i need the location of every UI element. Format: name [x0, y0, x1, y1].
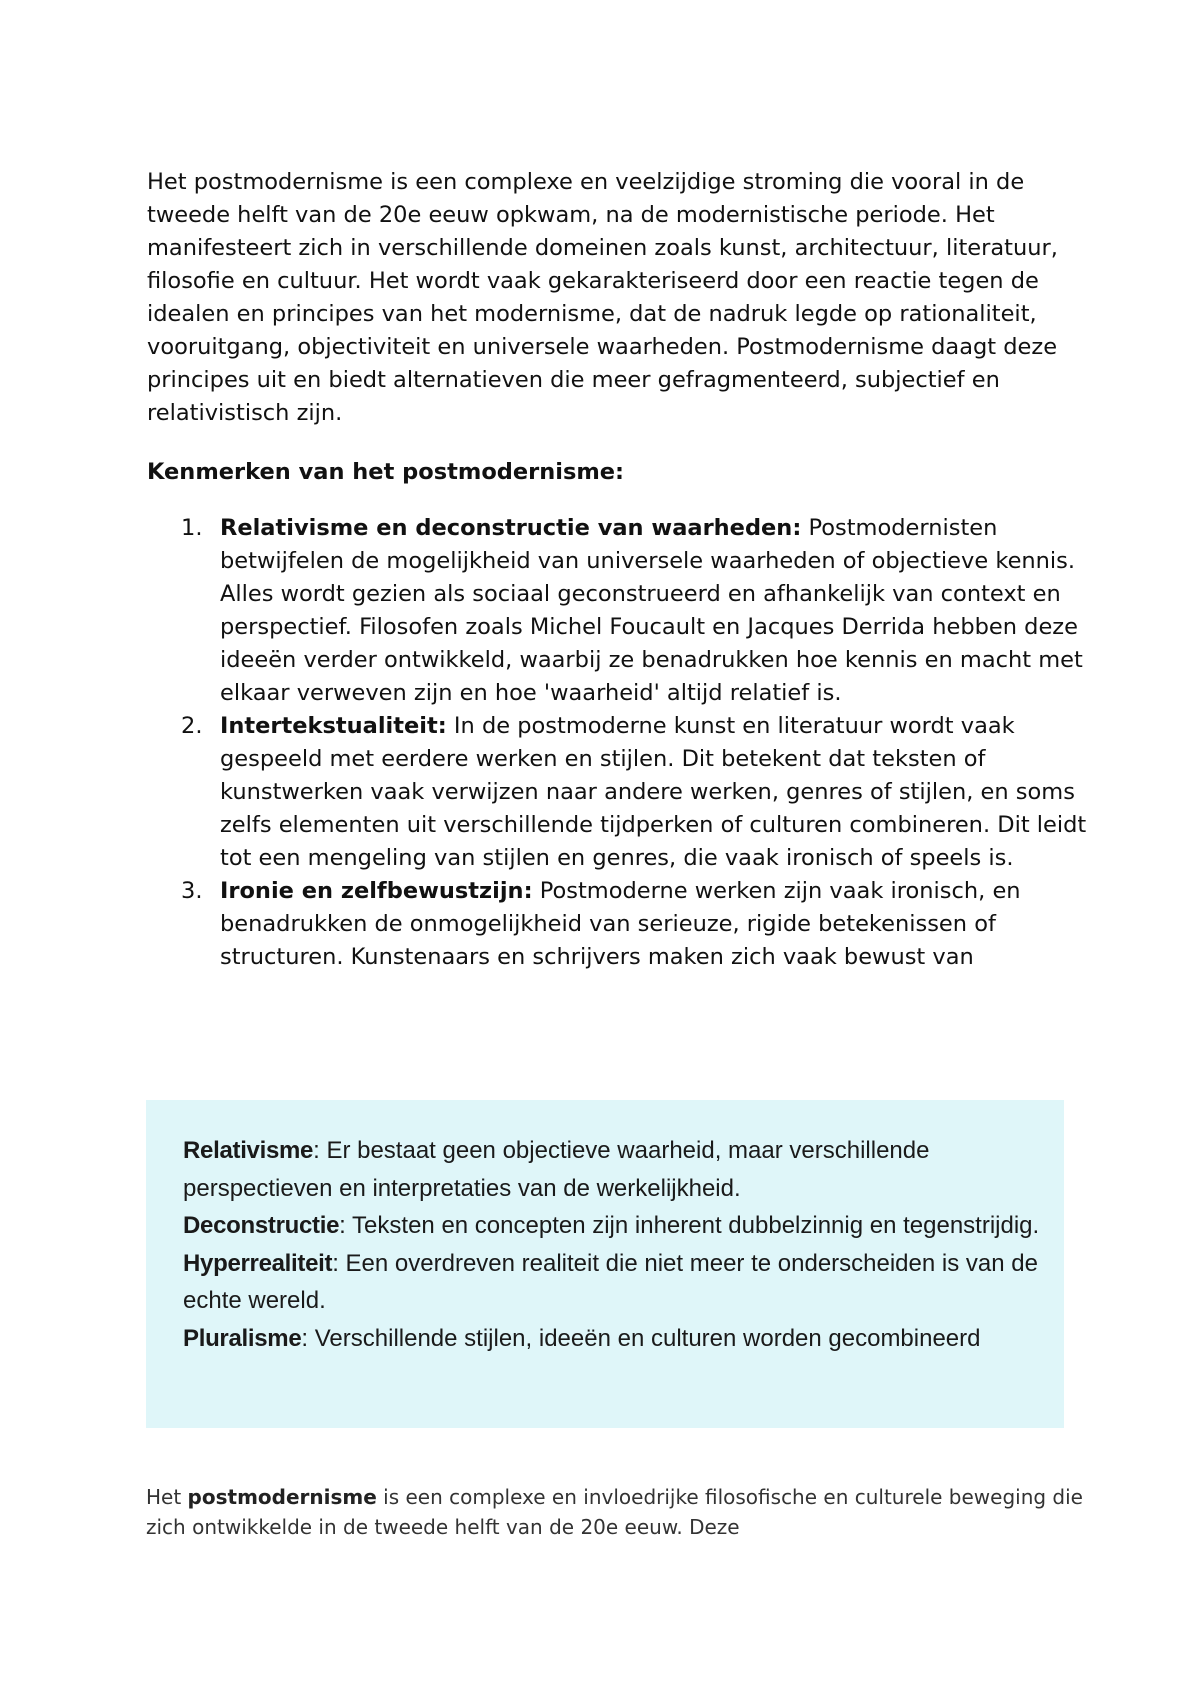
definition-term: Pluralisme: [183, 1324, 302, 1352]
list-number: 1.: [181, 515, 203, 541]
list-number: 2.: [181, 713, 203, 739]
definitions-list: [183, 1132, 1083, 1357]
list-item-title: Relativisme en deconstructie van waarheden:: [220, 515, 802, 541]
list-item-title: Ironie en zelfbewustzijn:: [220, 878, 533, 904]
intro-paragraph: Het postmodernisme is een complexe en veelzijdige stroming die vooral in de tweede helft van de 20e eeuw opkwam, na de modernistische periode. Het manifesteert zich in verschillende domeinen zoals kunst, architectuur, literatuur, filosofie en cultuur. Het wordt vaak gekarakteriseerd door een reactie tegen de idealen en principes van het modernisme, dat de nadruk legde op rationaliteit, vooruitgang, objectiviteit en universele waarheden. Postmodernisme daagt deze principes uit en biedt alternatieven die meer gefragmenteerd, subjectief en relativistisch zijn.: [147, 169, 1058, 426]
list-number: 3.: [181, 878, 203, 904]
outro-text: is een complexe en invloedrijke filosofische en culturele beweging die zich ontwikkelde in de tweede helft van de 20e eeuw. Deze: [146, 1485, 1083, 1539]
definition-term: Deconstructie: [183, 1212, 340, 1239]
definition-item: [183, 1245, 1083, 1320]
outro-paragraph: [146, 1482, 1106, 1542]
definition-item: [183, 1132, 1083, 1207]
definition-item: [183, 1207, 1083, 1245]
list-item-text: In de postmoderne kunst en literatuur wordt vaak gespeeld met eerdere werken en stijlen. Dit betekent dat teksten of kunstwerken vaak verwijzen naar andere werken, genres of stijlen, en soms zelfs elementen uit verschillende tijdperken of culturen combineren. Dit leidt tot een mengeling van stijlen en genres, die vaak ironisch of speels is.: [220, 713, 1087, 871]
list-item: [147, 710, 1092, 875]
definition-item: [183, 1320, 1083, 1358]
characteristics-list: [147, 512, 1092, 974]
outro-bold-term: postmodernisme: [187, 1485, 377, 1509]
definition-term: Relativisme: [183, 1137, 314, 1164]
definition-text: : Verschillende stijlen, ideeën en culturen worden gecombineerd: [301, 1324, 981, 1352]
definition-text: : Er bestaat geen objectieve waarheid, maar verschillende perspectieven en interpretaties van de werkelijkheid.: [183, 1137, 930, 1202]
list-item: [147, 512, 1092, 710]
list-item-text: Postmodernisten betwijfelen de mogelijkheid van universele waarheden of objectieve kennis. Alles wordt gezien als sociaal geconstrueerd en afhankelijk van context en perspectief. Filosofen zoals Michel Foucault en Jacques Derrida hebben deze ideeën verder ontwikkeld, waarbij ze benadrukken hoe kennis en macht met elkaar verweven zijn en hoe 'waarheid' altijd relatief is.: [220, 515, 1083, 706]
list-item-title: Intertekstualiteit:: [220, 713, 447, 739]
outro-prefix: Het: [146, 1485, 188, 1509]
definition-term: Hyperrealiteit: [183, 1249, 333, 1277]
definition-text: : Een overdreven realiteit die niet meer te onderscheiden is van de echte wereld.: [183, 1249, 1038, 1314]
list-item-text: Postmoderne werken zijn vaak ironisch, en benadrukken de onmogelijkheid van serieuze, rigide betekenissen of structuren. Kunstenaars en schrijvers maken zich vaak bewust van: [220, 878, 1021, 970]
definition-text: : Teksten en concepten zijn inherent dubbelzinnig en tegenstrijdig.: [339, 1212, 1040, 1239]
section-heading: Kenmerken van het postmodernisme:: [147, 459, 625, 485]
list-item: [147, 875, 1092, 974]
